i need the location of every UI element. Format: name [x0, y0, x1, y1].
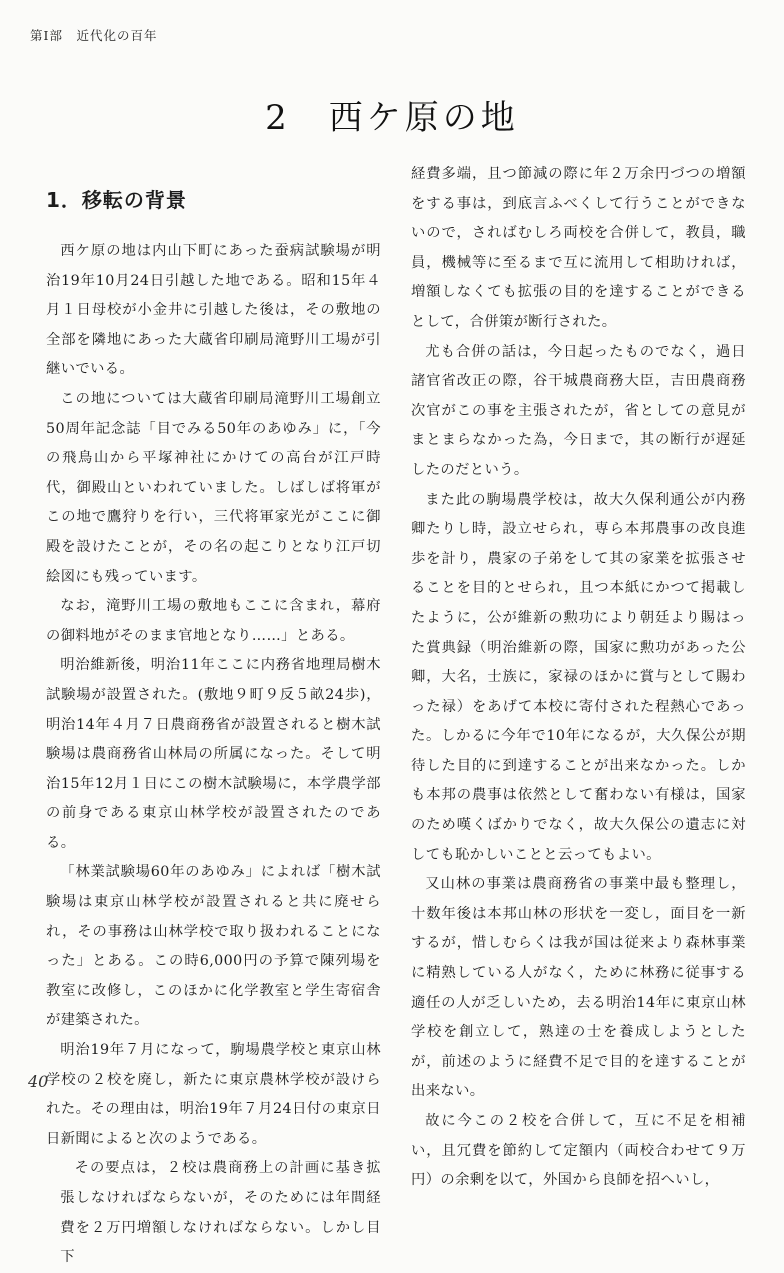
page-number: 40 [28, 1072, 49, 1091]
paragraph: また此の駒場農学校は，故大久保利通公が内務卿たりし時，設立せられ，専ら本邦農事の改良進歩を計り，農家の子弟をして其の家業を拡張させることを目的とせられ，且つ本紙にかつて掲載したように，公が維新の勲功により朝廷より賜はった賞典録（明治維新の際，国家に勲功があった公卿，大名，士族に，家禄のほかに賞与として賜わった禄）をあげて本校に寄付された程熱心であった。しかるに今年で10年になるが，大久保公が期待した目的に到達することが出来なかった。しかも本邦の農事は依然として奮わない有様は，国家のため嘆くばかりでなく，故大久保公の遺志に対しても恥かしいことと云ってもよい。 [411, 491, 746, 863]
paragraph: 「林業試験場60年のあゆみ」によれば「樹木試験場は東京山林学校が設置されると共に廃せられ，その事務は山林学校で取り扱われることになった」とある。この時6,000円の予算で陳列場を教室に改修し，このほかに化学教室と学生寄宿舎が建築された。 [46, 864, 381, 1029]
block-quote-continued: 経費多端，且つ節減の際に年２万余円づつの増額をする事は，到底言ふべくして行うことができないので，さればむしろ両校を合併して，教員，職員，機械等に至るまで互に流用して相助ければ，増額しなくても拡張の目的を達することができるとして，合併策が断行された。 [411, 166, 746, 330]
paragraph: 明治維新後，明治11年ここに内務省地理局樹木試験場が設置された。(敷地９町９反５畝24歩)，明治14年４月７日農商務省が設置されると樹木試験場は農商務省山林局の所属になった。そして明治15年12月１日にこの樹木試験場に，本学農学部の前身である東京山林学校が設置されたのである。 [46, 657, 381, 851]
paragraph: なお，滝野川工場の敷地もここに含まれ，幕府の御料地がそのまま官地となり……」とある。 [46, 598, 381, 644]
paragraph: この地については大蔵省印刷局滝野川工場創立50周年記念誌「目でみる50年のあゆみ」に，「今の飛鳥山から平塚神社にかけての高台が江戸時代，御殿山といわれていました。しばしば将軍がこの地で鷹狩りを行い，三代将軍家光がここに御殿を設けたことが，その名の起こりとなり江戸切絵図にも残っています。 [46, 390, 381, 585]
paragraph: 西ケ原の地は内山下町にあった蚕病試験場が明治19年10月24日引越した地である。昭和15年４月１日母校が小金井に引越した後は，その敷地の全部を隣地にあった大蔵省印刷局滝野川工場が引継いでいる。 [46, 243, 381, 378]
block-quote: その要点は，２校は農商務上の計画に基き拡張しなければならないが，そのためには年間経費を２万円増額しなければならない。しかし目下 [60, 1160, 381, 1266]
right-column [411, 160, 746, 1196]
paragraph: 故に今この２校を合併して，互に不足を相補い，且冗費を節約して定額内（両校合わせて９万円）の余剰を以て，外国から良師を招へいし， [411, 1113, 746, 1189]
section-heading: 1．移転の背景 [46, 188, 187, 212]
chapter-title: 2 西ケ原の地 [265, 98, 519, 138]
paragraph: 又山林の事業は農商務省の事業中最も整理し，十数年後は本邦山林の形状を一変し，面目を一新するが，惜しむらくは我が国は従来より森林事業に精熟している人がなく，ために林務に従事する適任の人が乏しいため，去る明治14年に東京山林学校を創立して，熟達の士を養成しようとしたが，前述のように経費不足で目的を達することが出来ない。 [411, 876, 746, 1100]
running-header: 第Ⅰ部 近代化の百年 [30, 28, 158, 43]
paragraph: 明治19年７月になって，駒場農学校と東京山林学校の２校を廃し，新たに東京農林学校が設けられた。その理由は，明治19年７月24日付の東京日日新聞によると次のようである。 [46, 1042, 381, 1147]
left-column [46, 181, 381, 1273]
paragraph: 尤も合併の話は，今日起ったものでなく，過日諸官省改正の際，谷干城農商務大臣，吉田農商務次官がこの事を主張されたが，省としての意見がまとまらなかった為，今日まで，其の断行が遅延したのだという。 [411, 343, 746, 478]
